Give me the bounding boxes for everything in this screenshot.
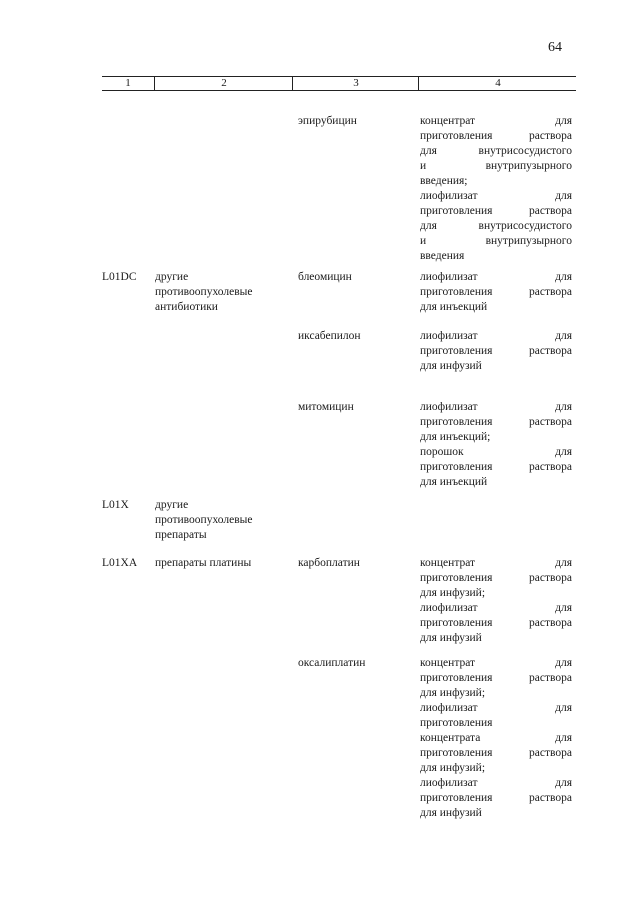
dosage-form-line: приготовления раствора [420,286,572,298]
dosage-form-line: для инфузий [420,360,482,372]
dosage-form-line: приготовления раствора [420,792,572,804]
drug-name: оксалиплатин [298,657,366,669]
drug-name: митомицин [298,401,354,413]
dosage-form [420,270,572,315]
dosage-form-line: для инфузий; [420,687,486,699]
atc-code: L01XA [102,557,138,569]
dosage-form [420,656,572,821]
pharm-group-line: противоопухолевые [155,286,253,298]
dosage-form-line: лиофилизат для [420,602,572,614]
header-col-3: 3 [292,77,419,90]
dosage-form-line: порошок для [420,446,572,458]
dosage-form-line: приготовления раствора [420,572,572,584]
dosage-form-line: приготовления раствора [420,672,572,684]
dosage-form-line: для инфузий; [420,762,486,774]
dosage-form-line: лиофилизат для [420,401,572,413]
pharm-group [155,556,290,571]
drug-name: карбоплатин [298,557,360,569]
dosage-form-line: для инъекций; [420,431,491,443]
dosage-form-line: лиофилизат для [420,777,572,789]
dosage-form-line: и внутрипузырного [420,235,572,247]
drug-name: эпирубицин [298,115,357,127]
dosage-form-line: приготовления раствора [420,205,572,217]
dosage-form-line: концентрата для [420,732,572,744]
pharm-group [155,498,290,543]
dosage-form-line: приготовления раствора [420,130,572,142]
atc-code: L01X [102,499,129,511]
dosage-form-line: концентрат для [420,557,572,569]
pharm-group [155,270,290,315]
dosage-form-line: приготовления раствора [420,617,572,629]
pharm-group-line: препараты [155,529,207,541]
atc-code: L01DC [102,271,137,283]
dosage-form-line: концентрат для [420,657,572,669]
dosage-form-line: приготовления раствора [420,461,572,473]
page-number: 64 [548,40,562,55]
dosage-form [420,114,572,264]
dosage-form-line: лиофилизат для [420,271,572,283]
pharm-group-line: антибиотики [155,301,218,313]
dosage-form-line: для инфузий [420,632,482,644]
dosage-form-line: для инъекций [420,301,488,313]
header-col-1: 1 [125,77,131,89]
drug-name: иксабепилон [298,330,361,342]
dosage-form-line: приготовления раствора [420,747,572,759]
dosage-form-line: лиофилизат для [420,190,572,202]
dosage-form-line: введения; [420,175,468,187]
dosage-form-line: для инъекций [420,476,488,488]
pharm-group-line: другие [155,271,189,283]
table-header [102,76,576,91]
dosage-form-line: лиофилизат для [420,330,572,342]
header-col-4: 4 [418,77,577,90]
pharm-group-line: другие [155,499,189,511]
dosage-form-line: для внутрисосудистого [420,220,572,232]
dosage-form [420,329,572,374]
dosage-form-line: лиофилизат для [420,702,572,714]
dosage-form-line: и внутрипузырного [420,160,572,172]
dosage-form-line: концентрат для [420,115,572,127]
drug-name: блеомицин [298,271,352,283]
dosage-form-line: для инфузий; [420,587,486,599]
dosage-form [420,400,572,490]
dosage-form [420,556,572,646]
pharm-group-line: противоопухолевые [155,514,253,526]
header-col-2: 2 [154,77,293,90]
dosage-form-line: приготовления раствора [420,345,572,357]
dosage-form-line: введения [420,250,465,262]
dosage-form-line: для инфузий [420,807,482,819]
dosage-form-line: приготовления [420,717,493,729]
dosage-form-line: для внутрисосудистого [420,145,572,157]
pharm-group-line: препараты платины [155,557,252,569]
dosage-form-line: приготовления раствора [420,416,572,428]
